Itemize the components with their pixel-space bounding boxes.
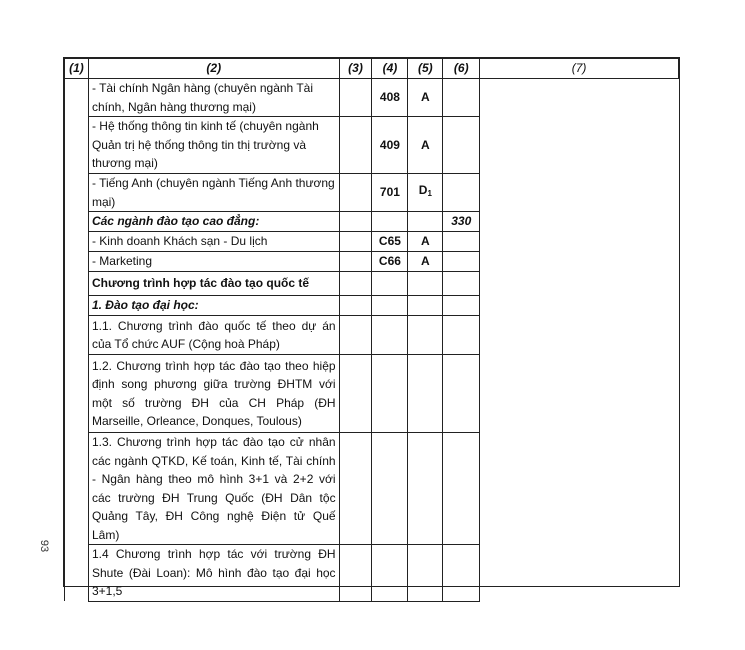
exam-block: A — [408, 79, 443, 117]
program-code: 409 — [372, 117, 408, 174]
program-name: - Tài chính Ngân hàng (chuyên ngành Tài chính, Ngân hàng thương mại) — [88, 79, 339, 117]
program-name: 1.3. Chương trình hợp tác đào tạo cử nhân các ngành QTKD, Kế toán, Kinh tế, Tài chính - Ngân hàng theo mô hình 3+1 và 2+2 với các trường ĐH Trung Quốc (ĐH Dân tộc Quảng Tây, ĐH Công nghệ Điện tử Quế Lâm) — [88, 433, 339, 545]
col4-cell — [372, 355, 408, 433]
document-page — [63, 57, 680, 598]
table-row — [65, 79, 679, 117]
col3-cell — [339, 212, 372, 232]
program-name: 1.4 Chương trình hợp tác với trường ĐH Shute (Đài Loan): Mô hình đào tạo đại học 3+1,5 — [88, 545, 339, 602]
col4-cell — [372, 296, 408, 316]
col3-cell — [339, 252, 372, 272]
program-name: 1.1. Chương trình đào quốc tế theo dự án của Tổ chức AUF (Cộng hoà Pháp) — [88, 316, 339, 355]
col6-cell — [443, 316, 480, 355]
exam-block — [408, 174, 443, 212]
header-col-1: (1) — [65, 59, 89, 79]
col6-cell — [443, 296, 480, 316]
quota-cell: 330 — [443, 212, 480, 232]
header-col-7: (7) — [480, 59, 679, 79]
col3-cell — [339, 316, 372, 355]
header-row — [65, 59, 679, 79]
program-code — [372, 212, 408, 232]
exam-block-subscript: 1 — [427, 189, 432, 199]
col3-cell — [339, 355, 372, 433]
quota-cell — [443, 117, 480, 174]
col1-cell — [65, 79, 89, 602]
quota-cell — [443, 252, 480, 272]
program-code: 701 — [372, 174, 408, 212]
exam-block — [408, 212, 443, 232]
program-code: C65 — [372, 232, 408, 252]
col3-cell — [339, 433, 372, 545]
col4-cell — [372, 316, 408, 355]
page-number: 93 — [38, 539, 51, 553]
program-name: 1.2. Chương trình hợp tác đào tạo theo hiệp định song phương giữa trường ĐHTM với một số trường ĐH của CH Pháp (ĐH Marseille, Orleance, Donques, Toulous) — [88, 355, 339, 433]
header-col-4: (4) — [372, 59, 408, 79]
quota-cell — [443, 79, 480, 117]
exam-block-letter: D — [418, 183, 428, 198]
col6-cell — [443, 272, 480, 296]
header-col-5: (5) — [408, 59, 443, 79]
program-name: - Marketing — [88, 252, 339, 272]
col5-cell — [408, 272, 443, 296]
col3-cell — [339, 174, 372, 212]
col4-cell — [372, 272, 408, 296]
section-heading: Chương trình hợp tác đào tạo quốc tế — [88, 272, 339, 296]
header-col-3: (3) — [339, 59, 372, 79]
col3-cell — [339, 296, 372, 316]
col4-cell — [372, 545, 408, 602]
exam-block: A — [408, 252, 443, 272]
program-name: - Tiếng Anh (chuyên ngành Tiếng Anh thương mại) — [88, 174, 339, 212]
col6-cell — [443, 433, 480, 545]
col5-cell — [408, 545, 443, 602]
col5-cell — [408, 296, 443, 316]
program-code: C66 — [372, 252, 408, 272]
program-code: 408 — [372, 79, 408, 117]
col3-cell — [339, 79, 372, 117]
col6-cell — [443, 355, 480, 433]
admissions-table — [64, 58, 679, 602]
col3-cell — [339, 232, 372, 252]
section-heading: Các ngành đào tạo cao đẳng: — [88, 212, 339, 232]
col5-cell — [408, 355, 443, 433]
col5-cell — [408, 433, 443, 545]
header-col-6: (6) — [443, 59, 480, 79]
col6-cell — [443, 545, 480, 602]
program-name: - Hệ thống thông tin kinh tế (chuyên ngành Quản trị hệ thống thông tin thị trường và thương mại) — [88, 117, 339, 174]
program-name: - Kinh doanh Khách sạn - Du lịch — [88, 232, 339, 252]
col3-cell — [339, 117, 372, 174]
exam-block: A — [408, 232, 443, 252]
exam-block: A — [408, 117, 443, 174]
col4-cell — [372, 433, 408, 545]
quota-cell — [443, 174, 480, 212]
notes-cell — [480, 79, 679, 602]
header-col-2: (2) — [88, 59, 339, 79]
col5-cell — [408, 316, 443, 355]
col3-cell — [339, 545, 372, 602]
section-heading: 1. Đào tạo đại học: — [88, 296, 339, 316]
quota-cell — [443, 232, 480, 252]
col3-cell — [339, 272, 372, 296]
